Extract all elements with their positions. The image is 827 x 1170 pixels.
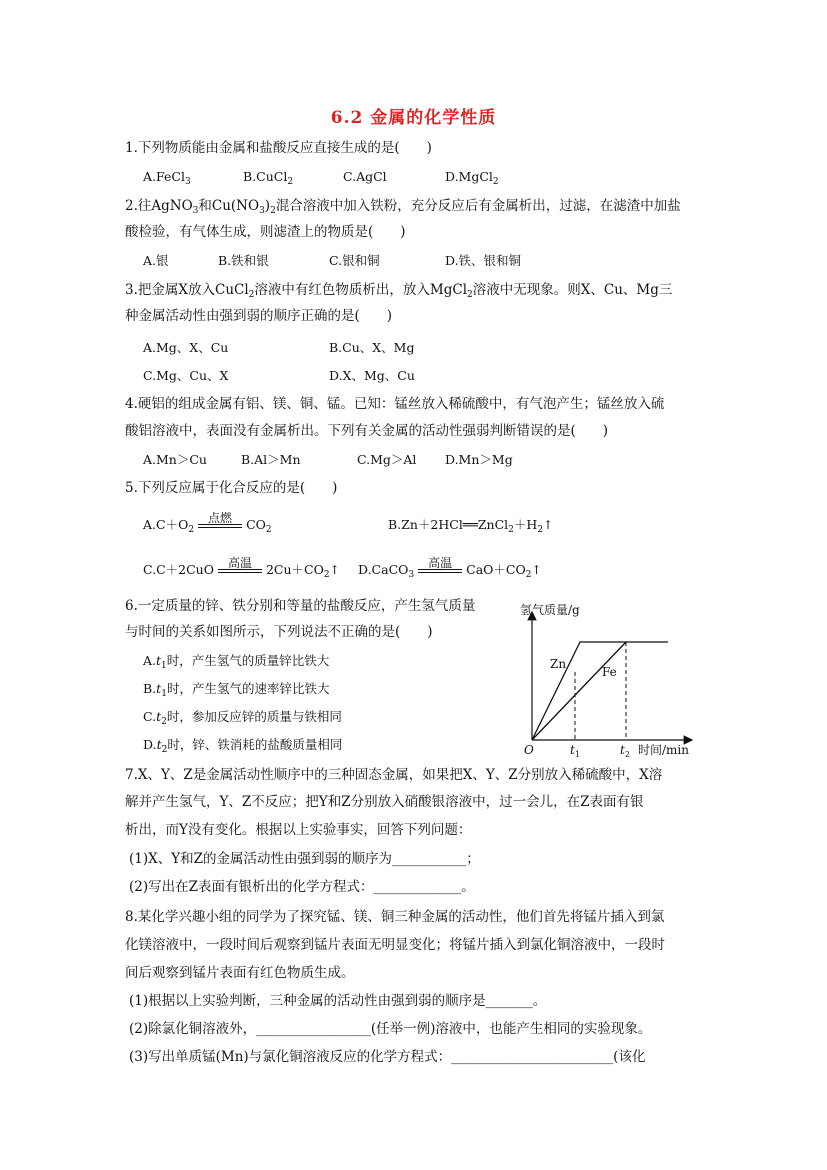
q5-option-d: D.CaCO$_3$ 高温 $CaO+CO_2↑$ [358,555,542,580]
q5-option-c: C.C＋2CuO 高温 $2Cu+CO_2↑$ [143,555,340,580]
q3-option-d: D.X、Mg、Cu [329,368,415,383]
q3-line-1: 3.把金属X放入CuCl$_2$溶液中有红色物质析出，放入MgCl$_2$溶液中无现象。则X、Cu、Mg三 [125,282,673,300]
q6-option-d: $D.t_2$时，锌、铁消耗的盐酸质量相同 [143,737,343,755]
q6-option-b: $B.t_1$时，产生氢气的速率锌比铁大 [143,681,330,699]
q8-line-2: 化镁溶液中，一段时间后观察到锰片表面无明显变化；将锰片插入到氯化铜溶液中，一段时 [125,937,665,953]
q2-option-d: D.铁、银和铜 [445,253,522,268]
q5-c-equals: 高温 [218,569,262,573]
q7-line-3: 析出，而Y没有变化。根据以上实验事实，回答下列问题： [125,822,472,838]
q4-option-d: D.Mn＞Mg [445,452,513,467]
q2-option-c: C.银和铜 [329,253,380,268]
q8-sub-1: (1)根据以上实验判断，三种金属的活动性由强到弱的顺序是_______。 [129,993,547,1009]
q1-option-a: A.FeCl$_3$ [143,169,191,187]
t1-tick-label: $t_1$ [570,743,580,759]
q4-option-b: B.Al＞Mn [241,452,301,467]
q1-option-c: C.AgCl [343,169,387,184]
q7-sub-1: (1)X、Y和Z的金属活动性由强到弱的顺序为___________； [129,851,480,867]
q8-sub-2: (2)除氯化铜溶液外，_________________(任举一例)溶液中，也能产生相同的实验现象。 [129,1021,652,1037]
q5-stem: 5.下列反应属于化合反应的是( ) [125,480,338,496]
q3-option-a: A.Mg、X、Cu [143,340,229,355]
zn-label: Zn [550,657,567,671]
q3-option-c: C.Mg、Cu、X [143,368,229,383]
q7-line-1: 7.X、Y、Z是金属活动性顺序中的三种固态金属，如果把X、Y、Z分别放入稀硫酸中，X溶 [125,767,663,783]
gas-arrow-icon: ↑ [543,518,554,532]
t2-tick-label: $t_2$ [620,743,630,759]
q1-stem: 1.下列物质能由金属和盐酸反应直接生成的是( ) [125,140,432,156]
q4-line-2: 酸铝溶液中，表面没有金属析出。下列有关金属的活动性强弱判断错误的是( ) [125,423,609,439]
gas-arrow-icon: ↑ [329,563,340,577]
q1-option-d: D.MgCl$_2$ [445,169,499,187]
fe-curve [532,642,626,740]
q4-line-1: 4.硬铝的组成金属有铝、镁、铜、锰。已知：锰丝放入稀硫酸中，有气泡产生；锰丝放入硫 [125,396,665,412]
q4-option-a: A.Mn＞Cu [143,452,207,467]
q8-line-1: 8.某化学兴趣小组的同学为了探究锰、镁、铜三种金属的活动性，他们首先将锰片插入到氯 [125,909,665,925]
origin-label: O [524,743,534,757]
q2-option-b: B.铁和银 [218,253,269,268]
q3-line-2: 种金属活动性由强到弱的顺序正确的是( ) [125,308,393,324]
q3-option-b: B.Cu、X、Mg [329,340,415,355]
q5-option-a: $A.C+O_2$ 点燃 $CO_2$ [143,510,272,535]
q5-option-b: $B.Zn+2HCl══ZnCl_2+H_2↑$ [388,517,554,535]
q5-d-equals: 高温 [418,569,462,573]
hydrogen-mass-graph [518,600,698,760]
q8-line-3: 间后观察到锰片表面有红色物质生成。 [125,965,355,981]
q2-line-2: 酸检验，有气体生成，则滤渣上的物质是( ) [125,224,406,240]
q6-line-2: 与时间的关系如图所示，下列说法不正确的是( ) [125,624,433,640]
q7-sub-2: (2)写出在Z表面有银析出的化学方程式：_____________。 [129,879,475,895]
fe-label: Fe [602,665,617,679]
q8-sub-3: (3)写出单质锰(Mn)与氯化铜溶液反应的化学方程式：________________________(该化 [129,1049,646,1065]
q7-line-2: 解并产生氢气，Y、Z不反应；把Y和Z分别放入硝酸银溶液中，过一会儿，在Z表面有银 [125,794,644,810]
gas-arrow-icon: ↑ [531,563,542,577]
q1-option-b: B.CuCl$_2$ [243,169,294,187]
q5-a-equals: 点燃 [198,524,242,528]
q6-line-1: 6.一定质量的锌、铁分别和等量的盐酸反应，产生氢气质量 [125,598,476,614]
q4-option-c: C.Mg＞Al [357,452,417,467]
q6-option-a: $A.t_1$时，产生氢气的质量锌比铁大 [143,653,330,671]
graph-y-label: 氢气质量/g [520,603,580,617]
page-title: 6.2 金属的化学性质 [330,108,497,128]
q6-option-c: $C.t_2$时，参加反应锌的质量与铁相同 [143,709,342,727]
q2-line-1: 2.往AgNO$_3$和$Cu(NO_3)_2$混合溶液中加入铁粉，充分反应后有金属析出，过滤，在滤渣中加盐 [125,198,681,216]
q2-option-a: A.银 [143,253,169,268]
graph-x-label: 时间/min [638,743,689,757]
